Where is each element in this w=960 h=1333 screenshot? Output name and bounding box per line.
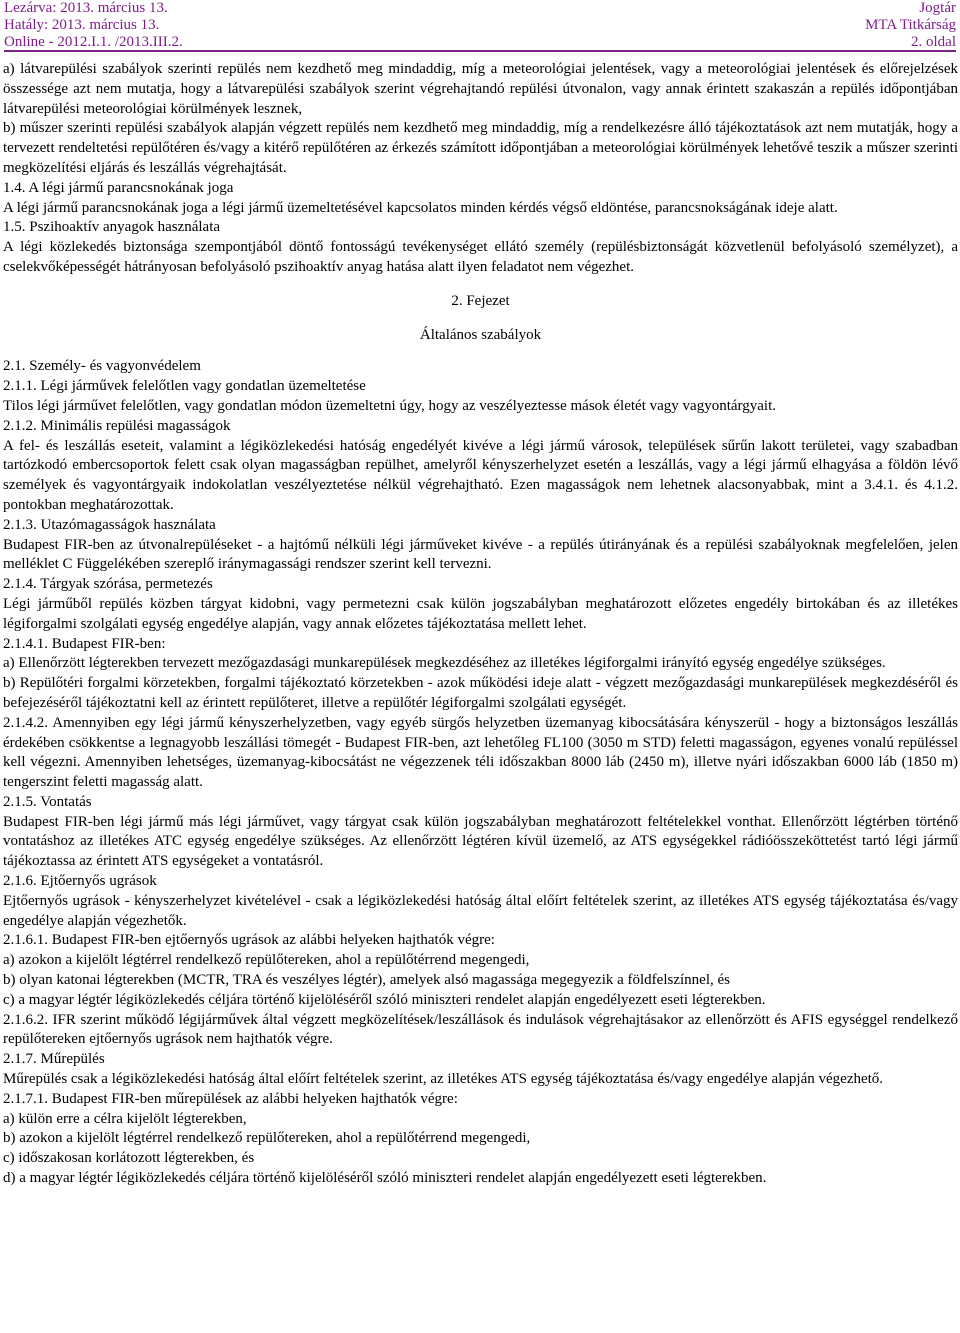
paragraph: 2.1.6.2. IFR szerint működő légijárművek által végzett megközelítések/leszállások és indulások végrehajtásakor az ellenőrzött és AFIS egységgel rendelkező repülőtereken ejtőernyős ugrások nem hajthatók végre. — [3, 1011, 958, 1048]
paragraph: A légi közlekedés biztonsága szempontjából döntő fontosságú tevékenységet ellátó személy (repülésbiztonságát közvetlenül befolyásoló személyzet), a cselekvőképességét hátrányosan befolyásoló pszihoaktív anyag hatása alatt ilyen feladatot nem végezhet. — [3, 239, 958, 275]
section-heading: 2.1.6. Ejtőernyős ugrások — [3, 873, 157, 890]
list-item: a) külön erre a célra kijelölt légterekben, — [3, 1110, 247, 1127]
section-heading: 2.1.6.1. Budapest FIR-ben ejtőernyős ugrások az alábbi helyeken hajthatók végre: — [3, 932, 495, 949]
header-effective-date: Hatály: 2013. március 13. — [4, 17, 160, 33]
section-heading: 1.5. Pszihoaktív anyagok használata — [3, 219, 221, 236]
list-item: b) olyan katonai légterekben (MCTR, TRA és veszélyes légtér), amelyek alsó magassága megegyezik a földfelszínnel, és — [3, 972, 730, 989]
section-heading: 2.1.7.1. Budapest FIR-ben műrepülések az alábbi helyeken hajthatók végre: — [3, 1090, 458, 1107]
paragraph: a) látvarepülési szabályok szerinti repülés nem kezdhető meg mindaddig, míg a meteorológiai jelentések, vagy a meteorológiai jelentések és előrejelzések összessége azt nem mutatja, hogy a látvarepülési szabályok szerint végrehajtandó repülési útvonalon, vagy annak érintett szakaszán a repülés időpontjában látvarepülési meteorológiai körülmények lesznek, — [3, 61, 958, 117]
paragraph: 2.1.4.2. Amennyiben egy légi jármű kényszerhelyzetben, vagy egyéb sürgős helyzetben üzemanyag kibocsátására kényszerül - hogy a biztonságos leszállás érdekében csökkentse a legnagyobb leszállási tömegét - Budapest FIR-ben, azt lehetőleg FL100 (3050 m STD) feletti magasságon, egyenes vonalú repüléssel kell végezni. Amennyiben lehetséges, üzemanyag-kibocsátást ne végezzenek téli időszakban 8000 láb (2450 m), illetve nyári időszakban 6000 láb (1850 m) tengerszint feletti magasság alatt. — [3, 714, 958, 791]
section-heading: 2.1.3. Utazómagasságok használata — [3, 516, 216, 533]
section-heading: 1.4. A légi jármű parancsnokának joga — [3, 179, 234, 196]
header-owner: MTA Titkárság — [865, 17, 956, 33]
section-heading: 2.1.4.1. Budapest FIR-ben: — [3, 635, 166, 652]
document-body — [3, 60, 958, 1189]
section-heading: 2.1.5. Vontatás — [3, 793, 92, 810]
header-online-range: Online - 2012.I.1. /2013.III.2. — [4, 34, 183, 50]
header-right — [865, 0, 956, 51]
header-left — [4, 0, 183, 51]
header-publisher: Jogtár — [919, 0, 956, 16]
section-heading: 2.1.1. Légi járművek felelőtlen vagy gondatlan üzemeltetése — [3, 378, 366, 395]
list-item: c) a magyar légtér légiközlekedés céljára történő kijelöléséről szóló miniszteri rendelet alapján engedélyezett eseti légterekben. — [3, 991, 766, 1008]
paragraph: Műrepülés csak a légiközlekedési hatóság által előírt feltételek szerint, az illetékes ATS egység tájékoztatása és/vagy engedélye alapján végezhető. — [3, 1071, 884, 1088]
paragraph: Budapest FIR-ben légi jármű más légi járművet, vagy tárgyat csak külön jogszabályban meghatározott feltételekkel vonthat. Ellenőrzött légtérben történő vontatáshoz az illetékes ATC egység engedélye szükséges. Az ellenőrzött légtéren kívül üzemelő, az ATS egységekkel rádióösszeköttetést tartó légi jármű tájékoztassa az érintett ATS egységeket a vontatásról. — [3, 813, 958, 870]
header-divider — [4, 50, 956, 52]
header-page-number: 2. oldal — [911, 34, 956, 50]
list-item: b) Repülőtéri forgalmi körzetekben, forgalmi tájékoztató körzetekben - azok működési ideje alatt - végzett mezőgazdasági munkarepülések megkezdéséről és befejezéséről tájékoztatni kell az érintett repülőteret, illetve a repülőtér légiforgalmi szolgálati egységét. — [3, 675, 958, 711]
list-item: a) azokon a kijelölt légtérrel rendelkező repülőtereken, ahol a repülőtérrend megengedi, — [3, 952, 530, 969]
paragraph: Budapest FIR-ben az útvonalrepüléseket - a hajtómű nélküli légi járműveket kivéve - a repülés útirányának és a repülési szabályoknak megfelelően, jelen melléklet C Függelékében szereplő iránymagassági rendszer szerint kell tervezni. — [3, 536, 958, 573]
section-heading: 2.1.2. Minimális repülési magasságok — [3, 417, 231, 434]
paragraph: Légi járműből repülés közben tárgyat kidobni, vagy permetezni csak külön jogszabályban meghatározott előzetes engedély birtokában és az illetékes légiforgalmi szolgálati egység engedélye alapján, vagy annak előzetes tájékoztatása mellett lehet. — [3, 595, 958, 632]
chapter-title: Általános szabályok — [419, 326, 542, 343]
list-item: d) a magyar légtér légiközlekedés céljára történő kijelöléséről szóló miniszteri rendelet alapján engedélyezett eseti légterekben. — [3, 1170, 767, 1187]
paragraph: b) műszer szerinti repülési szabályok alapján végzett repülés nem kezdhető meg mindaddig, míg a rendelkezésre álló tájékoztatások azt nem mutatják, hogy a tervezett rendeltetési repülőtéren és/vagy a kitérő repülőtéren az érkezés számított időpontjában a meteorológiai körülmények lehetővé teszik a műszer szerinti megközelítési eljárás és leszállás végrehajtását. — [3, 120, 958, 176]
section-heading: 2.1. Személy- és vagyonvédelem — [3, 358, 201, 375]
paragraph: Ejtőernyős ugrások - kényszerhelyzet kivételével - csak a légiközlekedési hatóság által előírt feltételek szerint, az illetékes ATS egység tájékoztatása és/vagy engedélye alapján végezhetők. — [3, 892, 958, 929]
section-heading: 2.1.7. Műrepülés — [3, 1051, 105, 1068]
list-item: b) azokon a kijelölt légtérrel rendelkező repülőtereken, ahol a repülőtérrend megengedi, — [3, 1130, 531, 1147]
paragraph: Tilos légi járművet felelőtlen, vagy gondatlan módon üzemeltetni úgy, hogy az veszélyeztesse mások életét vagy vagyontárgyait. — [3, 397, 776, 414]
chapter-heading: 2. Fejezet — [451, 292, 510, 309]
list-item: a) Ellenőrzött légterekben tervezett mezőgazdasági munkarepülések megkezdéséhez az illetékes légiforgalmi irányító egység engedélye szükséges. — [3, 655, 886, 672]
section-heading: 2.1.4. Tárgyak szórása, permetezés — [3, 576, 213, 593]
list-item: c) időszakosan korlátozott légterekben, és — [3, 1150, 255, 1167]
header-closed-date: Lezárva: 2013. március 13. — [4, 0, 168, 16]
paragraph: A fel- és leszállás eseteit, valamint a légiközlekedési hatóság engedélyét kivéve a légi jármű városok, települések sűrűn lakott területei, vagy szabadban tartózkodó embercsoportok felett csak olyan magasságban repülhet, amelyről kényszerhelyzet esetén a leszállás, vagy a légi jármű elhagyása a földön lévő személyek és vagyontárgyaik indokolatlan veszélyeztetése nélkül végrehajtható. Ezen magasságok nem lehetnek alacsonyabbak, mint a 3.4.1. és 4.1.2. pontokban meghatározottak. — [3, 437, 958, 513]
paragraph: A légi jármű parancsnokának joga a légi jármű üzemeltetésével kapcsolatos minden kérdés végső eldöntése, parancsnokságának ideje alatt. — [3, 199, 838, 216]
